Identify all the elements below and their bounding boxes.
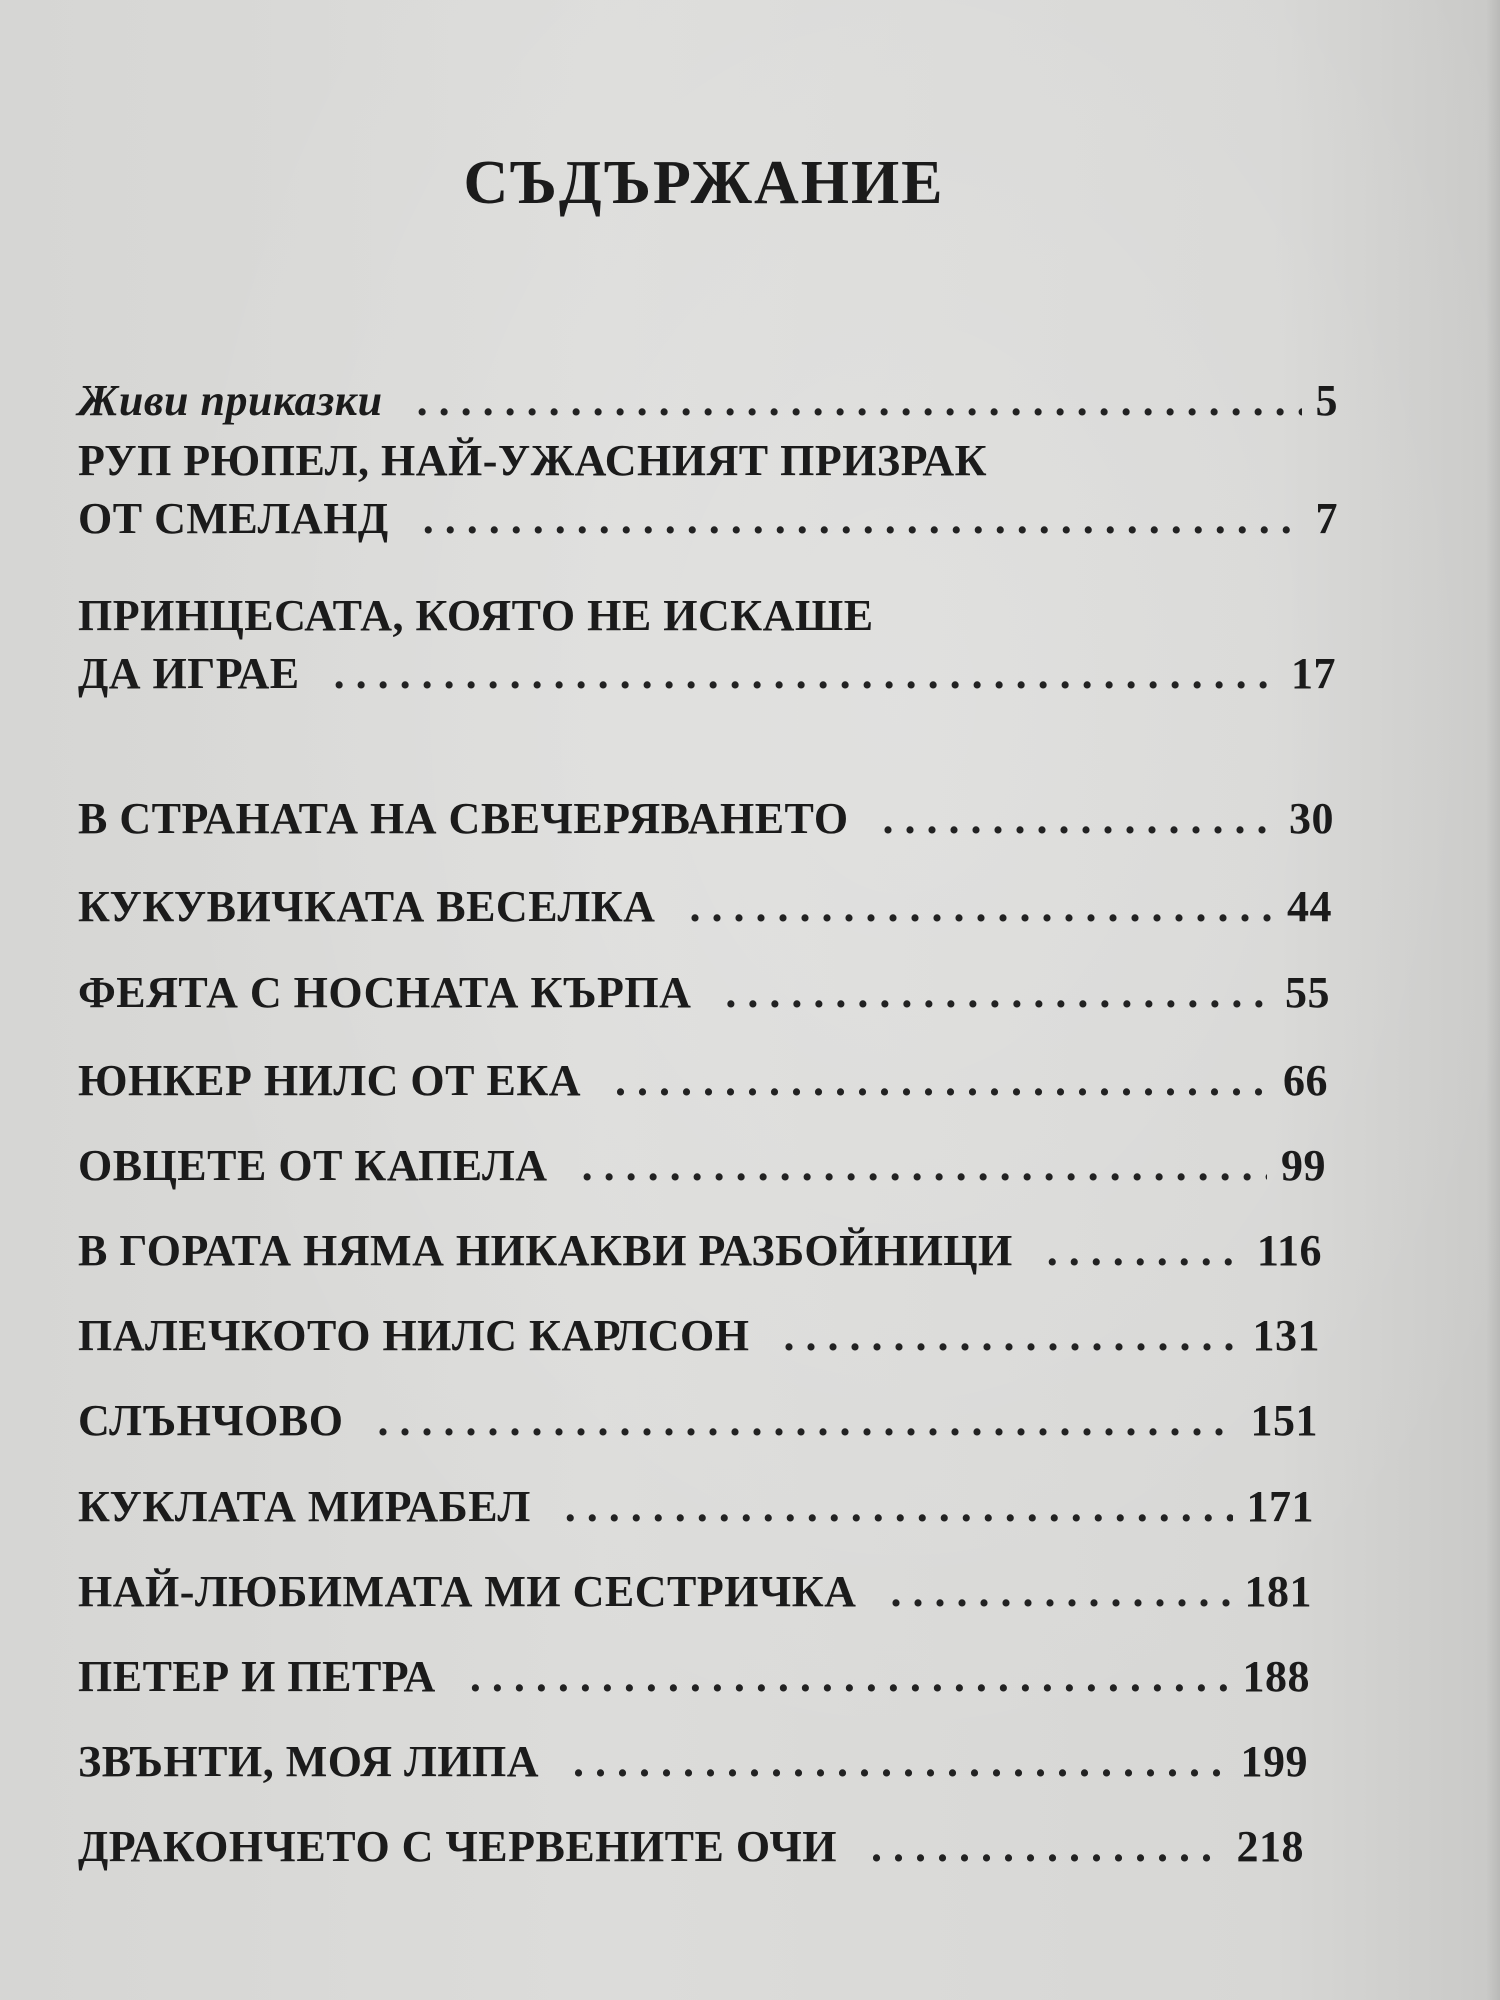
toc-entry-title-line1: РУП РЮПЕЛ, НАЙ-УЖАСНИЯТ ПРИЗРАК [78, 436, 988, 485]
toc-entry-page-number: 131 [1252, 1311, 1320, 1360]
toc-entry-page-number: 199 [1240, 1737, 1308, 1786]
dot-leader [890, 1563, 1230, 1621]
toc-heading: СЪДЪРЖАНИЕ [463, 149, 945, 217]
dot-leader [783, 1307, 1238, 1365]
toc-entry-title: Живи приказки [78, 376, 383, 425]
toc-entry-title: ФЕЯТА С НОСНАТА КЪРПА [78, 968, 692, 1017]
toc-entry-page-number: 30 [1289, 794, 1334, 843]
toc-entry [78, 372, 1338, 430]
dot-leader [725, 964, 1271, 1022]
toc-entry-title: НАЙ-ЛЮБИМАТА МИ СЕСТРИЧКА [78, 1567, 857, 1616]
toc-entry-title: В СТРАНАТА НА СВЕЧЕРЯВАНЕТО [78, 794, 849, 843]
toc-entry-title: ЗВЪНТИ, МОЯ ЛИПА [78, 1737, 540, 1786]
toc-entry-page-number: 5 [1315, 376, 1338, 425]
toc-entry-page-number: 55 [1285, 968, 1330, 1017]
dot-leader [871, 1818, 1223, 1876]
toc-entry-page-number: 181 [1244, 1567, 1312, 1616]
toc-entry-title: ПАЛЕЧКОТО НИЛС КАРЛСОН [78, 1311, 750, 1360]
toc-entry [78, 1733, 1308, 1791]
toc-entry-page-number: 7 [1315, 494, 1338, 543]
dot-leader [1047, 1222, 1243, 1280]
dot-leader [334, 645, 1277, 703]
toc-entry-title: ДРАКОНЧЕТО С ЧЕРВЕНИТЕ ОЧИ [78, 1822, 837, 1871]
dot-leader [377, 1392, 1236, 1450]
dot-leader [615, 1052, 1269, 1110]
toc-entry [78, 1052, 1328, 1110]
toc-entry-title: В ГОРАТА НЯМА НИКАКВИ РАЗБОЙНИЦИ [78, 1226, 1013, 1275]
toc-entry-page-number: 188 [1242, 1652, 1310, 1701]
toc-entry-page-number: 151 [1250, 1396, 1318, 1445]
toc-entry-title: ОВЦЕТЕ ОТ КАПЕЛА [78, 1141, 548, 1190]
toc-entry [78, 1392, 1318, 1450]
toc-entry [78, 587, 1336, 703]
toc-entry [78, 1478, 1314, 1536]
toc-entry [78, 964, 1330, 1022]
toc-entry [78, 1648, 1310, 1706]
toc-entry-page-number: 218 [1236, 1822, 1304, 1871]
toc-entry-title-line1: ПРИНЦЕСАТА, КОЯТО НЕ ИСКАШЕ [78, 591, 874, 640]
toc-entry [78, 878, 1332, 936]
toc-entry-page-number: 44 [1287, 882, 1332, 931]
toc-entry [78, 1307, 1320, 1365]
dot-leader [883, 790, 1275, 848]
toc-entry [78, 1818, 1304, 1876]
toc-entry-page-number: 116 [1256, 1226, 1322, 1275]
toc-entry-page-number: 66 [1283, 1056, 1328, 1105]
toc-entry-page-number: 171 [1246, 1482, 1314, 1531]
dot-leader [470, 1648, 1229, 1706]
toc-entry [78, 1222, 1322, 1280]
toc-entry-title: КУКУВИЧКАТА ВЕСЕЛКА [78, 882, 656, 931]
dot-leader [417, 372, 1302, 430]
toc-entry-title: ЮНКЕР НИЛС ОТ ЕКА [78, 1056, 582, 1105]
toc-entry-title: ОТ СМЕЛАНД [78, 494, 389, 543]
dot-leader [689, 878, 1273, 936]
toc-entry [78, 790, 1334, 848]
toc-entry-page-number: 17 [1291, 649, 1336, 698]
dot-leader [423, 490, 1302, 548]
toc-entry-page-number: 99 [1281, 1141, 1326, 1190]
toc-entry [78, 1137, 1326, 1195]
toc-entry-title: ДА ИГРАЕ [78, 649, 300, 698]
dot-leader [565, 1478, 1233, 1536]
toc-entry-title: ПЕТЕР И ПЕТРА [78, 1652, 436, 1701]
dot-leader [582, 1137, 1267, 1195]
toc-entry-title: СЛЪНЧОВО [78, 1396, 344, 1445]
dot-leader [573, 1733, 1226, 1791]
toc-entry [78, 432, 1338, 548]
page-edge-shadow [1486, 0, 1500, 2000]
toc-entry [78, 1563, 1312, 1621]
toc-entry-title: КУКЛАТА МИРАБЕЛ [78, 1482, 531, 1531]
